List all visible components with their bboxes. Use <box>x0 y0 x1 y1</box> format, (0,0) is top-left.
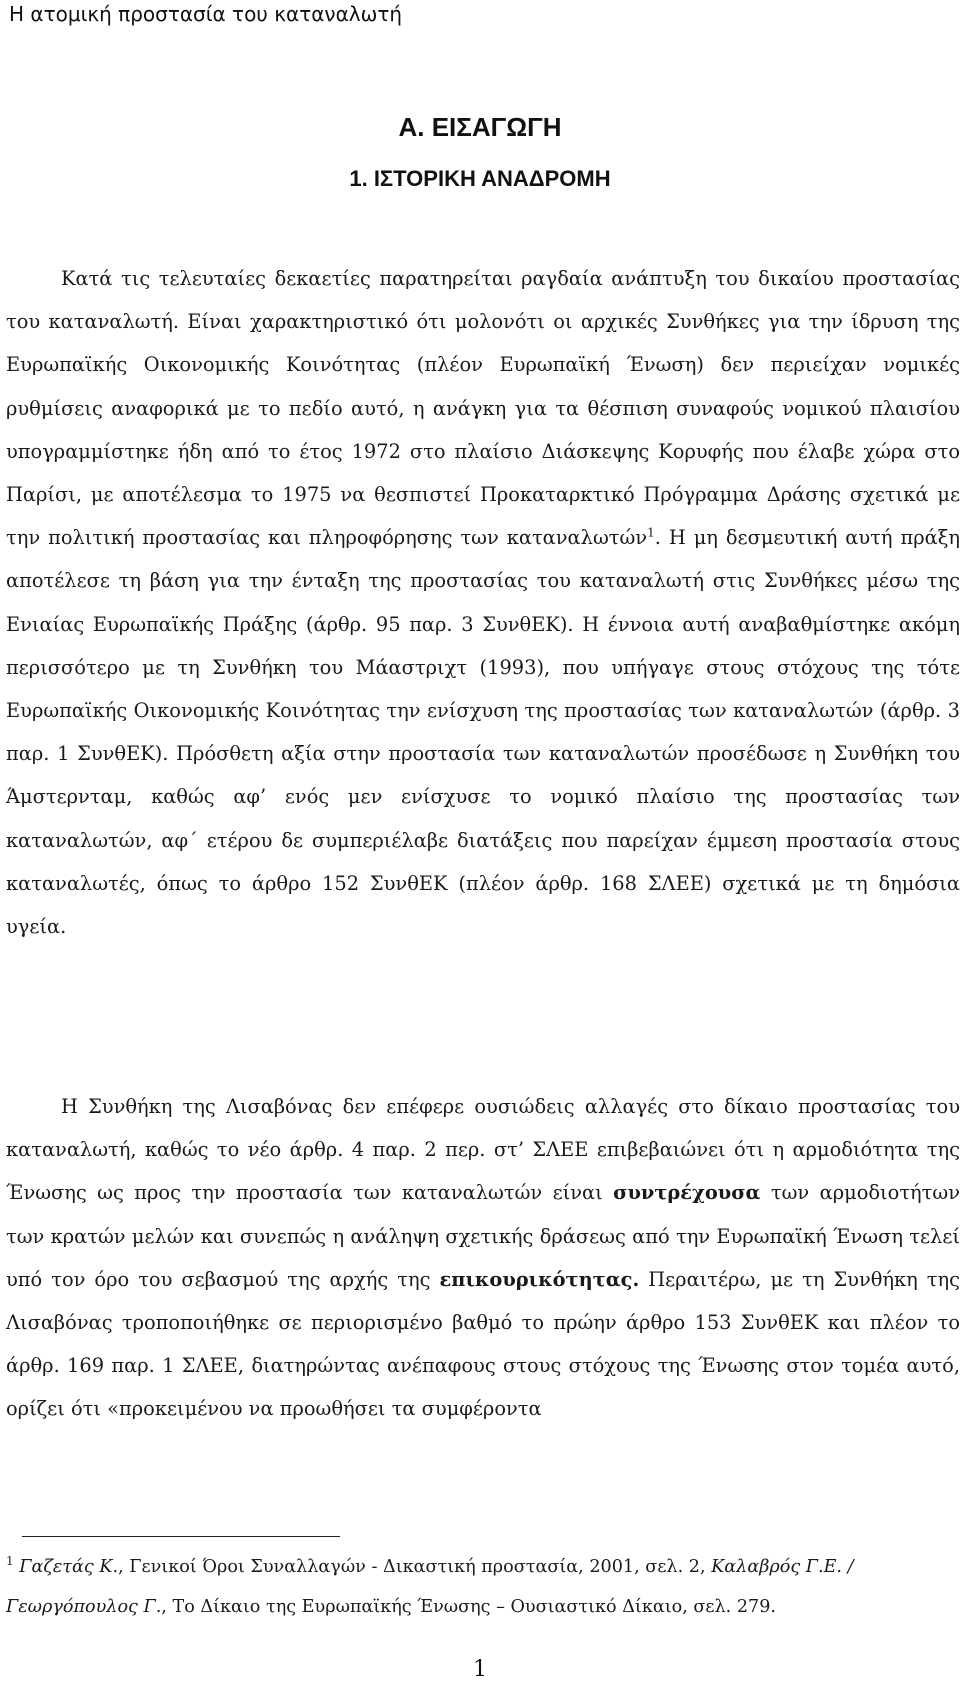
paragraph-1 <box>6 257 960 948</box>
footnote-author-1: Γαζετάς Κ. <box>19 1557 119 1577</box>
footnote <box>6 1547 960 1627</box>
running-header: Η ατομική προστασία του καταναλωτή <box>9 2 403 26</box>
section-heading: Α. ΕΙΣΑΓΩΓΗ <box>398 112 562 142</box>
footnote-reference[interactable]: 1 <box>647 525 655 540</box>
paragraph-2 <box>6 1085 960 1431</box>
footnote-author-2: Καλαβρός Γ.Ε. / Γεωργόπουλος Γ. <box>6 1557 854 1617</box>
footnote-title-2: , Το Δίκαιο της Ευρωπαϊκής Ένωσης – Ουσιαστικό Δίκαιο, σελ. 279. <box>161 1597 777 1617</box>
bold-term-concurrent: συντρέχουσα <box>613 1181 761 1205</box>
paragraph-2-text-c: Περαιτέρω, με τη Συνθήκη της Λισαβόνας τροποποιήθηκε σε περιορισμένο βαθμό το πρώην άρθρο 153 ΣυνθΕΚ και πλέον το άρθρ. 169 παρ. 1 ΣΛΕΕ, διατηρώντας ανέπαφους στους στόχους της Ένωσης στον τομέα αυτό, ορίζει ότι «προκειμένου να προωθήσει τα συμφέροντα <box>6 1267 960 1421</box>
footnote-title-1: , Γενικοί Όροι Συναλλαγών - Δικαστική προστασία, 2001, σελ. 2, <box>118 1557 712 1577</box>
paragraph-2-text-b: των αρμοδιοτήτων των κρατών μελών και συνεπώς η ανάληψη σχετικής δράσεως από την Ευρωπαϊκή Ένωση τελεί υπό τον όρο του σεβασμού της αρχής της <box>6 1181 960 1291</box>
paragraph-1-text-a: Κατά τις τελευταίες δεκαετίες παρατηρείται ραγδαία ανάπτυξη του δικαίου προστασίας του καταναλωτή. Είναι χαρακτηριστικό ότι μολονότι οι αρχικές Συνθήκες για την ίδρυση της Ευρωπαϊκής Οικονομικής Κοινότητας (πλέον Ευρωπαϊκή Ένωση) δεν περιείχαν νομικές ρυθμίσεις αναφορικά με το πεδίο αυτό, η ανάγκη για τα θέσπιση συναφούς νομικού πλαισίου υπογραμμίστηκε ήδη από το έτος 1972 στο πλαίσιο Διάσκεψης Κορυφής που έλαβε χώρα στο Παρίσι, με αποτέλεσμα το 1975 να θεσπιστεί Προκαταρκτικό Πρόγραμμα Δράσης σχετικά με την πολιτική προστασίας και πληροφόρησης των καταναλωτών <box>6 267 960 550</box>
footnote-separator <box>22 1536 340 1537</box>
footnote-number: 1 <box>6 1554 14 1569</box>
subsection-heading: 1. ΙΣΤΟΡΙΚΗ ΑΝΑΔΡΟΜΗ <box>349 166 611 191</box>
bold-term-subsidiarity: επικουρικότητας. <box>439 1267 640 1291</box>
paragraph-1-text-b: . Η μη δεσμευτική αυτή πράξη αποτέλεσε τη βάση για την ένταξη της προστασίας του καταναλωτή στις Συνθήκες μέσω της Ενιαίας Ευρωπαϊκής Πράξης (άρθρ. 95 παρ. 3 ΣυνθΕΚ). Η έννοια αυτή αναβαθμίστηκε ακόμη περισσότερο με τη Συνθήκη του Μάαστριχτ (1993), που υπήγαγε στους στόχους της τότε Ευρωπαϊκής Οικονομικής Κοινότητας την ενίσχυση της προστασίας των καταναλωτών (άρθρ. 3 παρ. 1 ΣυνθΕΚ). Πρόσθετη αξία στην προστασία των καταναλωτών προσέδωσε η Συνθήκη του Άμστερνταμ, καθώς αφ’ ενός μεν ενίσχυσε το νομικό πλαίσιο της προστασίας των καταναλωτών, αφ΄ ετέρου δε συμπεριέλαβε διατάξεις που παρείχαν έμμεση προστασία στους καταναλωτές, όπως το άρθρο 152 ΣυνθΕΚ (πλέον άρθρ. 168 ΣΛΕΕ) σχετικά με τη δημόσια υγεία. <box>6 526 960 939</box>
page-number: 1 <box>473 1657 487 1682</box>
paragraph-2-text-a: Η Συνθήκη της Λισαβόνας δεν επέφερε ουσιώδεις αλλαγές στο δίκαιο προστασίας του καταναλωτή, καθώς το νέο άρθρ. 4 παρ. 2 περ. στ’ ΣΛΕΕ επιβεβαιώνει ότι η αρμοδιότητα της Ένωσης ως προς την προστασία των καταναλωτών είναι <box>6 1095 960 1205</box>
